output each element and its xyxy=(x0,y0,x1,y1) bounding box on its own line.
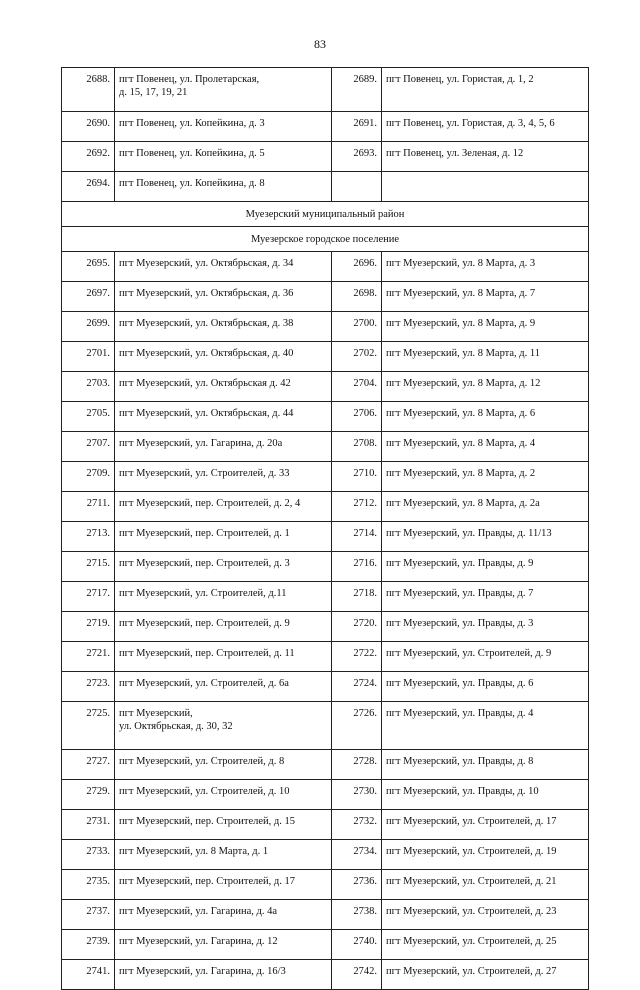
entry-address: пгт Муезерский, ул. Строителей, д. 33 xyxy=(115,462,332,492)
entry-address: пгт Муезерский, пер. Строителей, д. 17 xyxy=(115,870,332,900)
entry-number: 2719. xyxy=(62,612,115,642)
entry-number: 2742. xyxy=(332,960,382,990)
entry-number: 2697. xyxy=(62,282,115,312)
entry-number: 2707. xyxy=(62,432,115,462)
entry-address: пгт Повенец, ул. Копейкина, д. 3 xyxy=(115,112,332,142)
entry-number: 2692. xyxy=(62,142,115,172)
entry-address: пгт Муезерский, ул. Правды, д. 11/13 xyxy=(382,522,589,552)
entry-address: пгт Муезерский, ул. Октябрьская д. 42 xyxy=(115,372,332,402)
table-row xyxy=(62,672,589,702)
entry-number: 2720. xyxy=(332,612,382,642)
entry-address: пгт Муезерский, ул. Гагарина, д. 12 xyxy=(115,930,332,960)
table-row xyxy=(62,930,589,960)
table-row xyxy=(62,612,589,642)
address-line: пгт Муезерский, xyxy=(119,708,193,719)
entry-address: пгт Муезерский, пер. Строителей, д. 1 xyxy=(115,522,332,552)
entry-number: 2694. xyxy=(62,172,115,202)
entry-number: 2688. xyxy=(62,68,115,112)
entry-address: пгт Муезерский, ул. Правды, д. 9 xyxy=(382,552,589,582)
table-row xyxy=(62,142,589,172)
entry-number: 2700. xyxy=(332,312,382,342)
entry-address: пгт Муезерский, ул. 8 Марта, д. 3 xyxy=(382,252,589,282)
entry-address: пгт Муезерский, пер. Строителей, д. 3 xyxy=(115,552,332,582)
entry-number: 2728. xyxy=(332,750,382,780)
table-row xyxy=(62,522,589,552)
entry-address: пгт Муезерский, ул. Октябрьская, д. 44 xyxy=(115,402,332,432)
entry-address: пгт Муезерский, ул. 8 Марта, д. 1 xyxy=(115,840,332,870)
entry-address: пгт Повенец, ул. Гористая, д. 1, 2 xyxy=(382,68,589,112)
entry-address: пгт Муезерский, ул. Строителей, д. 10 xyxy=(115,780,332,810)
entry-address: пгт Муезерский, ул. Строителей, д. 17 xyxy=(382,810,589,840)
entry-number: 2695. xyxy=(62,252,115,282)
entry-address: пгт Муезерский, ул. Правды, д. 7 xyxy=(382,582,589,612)
table-row xyxy=(62,642,589,672)
entry-number: 2731. xyxy=(62,810,115,840)
entry-number: 2722. xyxy=(332,642,382,672)
address-rows xyxy=(62,252,589,990)
entry-address: пгт Муезерский, ул. Строителей, д. 6а xyxy=(115,672,332,702)
district-heading: Муезерский муниципальный район xyxy=(62,202,589,227)
entry-address: пгт Муезерский, ул. 8 Марта, д. 4 xyxy=(382,432,589,462)
entry-address: пгт Муезерский, ул. Строителей, д. 27 xyxy=(382,960,589,990)
entry-address: пгт Муезерский, пер. Строителей, д. 11 xyxy=(115,642,332,672)
table-row xyxy=(62,552,589,582)
entry-number: 2705. xyxy=(62,402,115,432)
entry-number: 2691. xyxy=(332,112,382,142)
entry-number: 2712. xyxy=(332,492,382,522)
address-table xyxy=(61,67,589,990)
table-row xyxy=(62,900,589,930)
table-row xyxy=(62,252,589,282)
entry-address: пгт Муезерский, ул. 8 Марта, д. 2 xyxy=(382,462,589,492)
address-line: ул. Октябрьская, д. 30, 32 xyxy=(119,721,233,732)
entry-address: пгт Муезерский, ул. Октябрьская, д. 34 xyxy=(115,252,332,282)
entry-address: пгт Муезерский, ул. 8 Марта, д. 12 xyxy=(382,372,589,402)
entry-number: 2725. xyxy=(62,702,115,750)
table-row xyxy=(62,870,589,900)
entry-address: пгт Муезерский, пер. Строителей, д. 2, 4 xyxy=(115,492,332,522)
entry-number: 2706. xyxy=(332,402,382,432)
entry-address: пгт Муезерский, ул. Октябрьская, д. 40 xyxy=(115,342,332,372)
table-row xyxy=(62,282,589,312)
entry-address: пгт Муезерский, ул. 8 Марта, д. 2а xyxy=(382,492,589,522)
entry-number: 2730. xyxy=(332,780,382,810)
entry-number: 2704. xyxy=(332,372,382,402)
page-number: 83 xyxy=(314,37,326,51)
entry-number: 2740. xyxy=(332,930,382,960)
table-row xyxy=(62,172,589,202)
section-row xyxy=(62,227,589,252)
entry-address: пгт Муезерский, ул. Строителей, д. 9 xyxy=(382,642,589,672)
entry-number: 2735. xyxy=(62,870,115,900)
entry-address: пгт Повенец, ул. Гористая, д. 3, 4, 5, 6 xyxy=(382,112,589,142)
entry-address: пгт Муезерский, ул. Гагарина, д. 4а xyxy=(115,900,332,930)
entry-number: 2710. xyxy=(332,462,382,492)
table-row xyxy=(62,582,589,612)
table-row xyxy=(62,702,589,750)
entry-address: пгт Муезерский, ул. Строителей, д. 23 xyxy=(382,900,589,930)
entry-number: 2698. xyxy=(332,282,382,312)
table-row xyxy=(62,432,589,462)
entry-address: пгт Муезерский, пер. Строителей, д. 9 xyxy=(115,612,332,642)
entry-number: 2741. xyxy=(62,960,115,990)
entry-number: 2736. xyxy=(332,870,382,900)
entry-number: 2703. xyxy=(62,372,115,402)
entry-number: 2699. xyxy=(62,312,115,342)
entry-number: 2715. xyxy=(62,552,115,582)
entry-number: 2689. xyxy=(332,68,382,112)
entry-number: 2738. xyxy=(332,900,382,930)
entry-address: пгт Муезерский, ул. Строителей, д. 21 xyxy=(382,870,589,900)
table-row xyxy=(62,312,589,342)
entry-number: 2701. xyxy=(62,342,115,372)
entry-number xyxy=(332,172,382,202)
entry-address: пгт Муезерский, ул. Строителей, д. 19 xyxy=(382,840,589,870)
entry-address: пгт Муезерский, ул. Правды, д. 3 xyxy=(382,612,589,642)
table-row xyxy=(62,402,589,432)
table-row xyxy=(62,68,589,112)
table-row xyxy=(62,810,589,840)
entry-number: 2727. xyxy=(62,750,115,780)
entry-address: пгт Муезерский, ул. 8 Марта, д. 9 xyxy=(382,312,589,342)
address-line: д. 15, 17, 19, 21 xyxy=(119,87,188,98)
entry-number: 2718. xyxy=(332,582,382,612)
entry-address xyxy=(382,172,589,202)
entry-address: пгт Муезерский, ул. Правды, д. 4 xyxy=(382,702,589,750)
entry-address: пгт Муезерский, ул. Строителей, д.11 xyxy=(115,582,332,612)
table-row xyxy=(62,492,589,522)
table-row xyxy=(62,960,589,990)
entry-number: 2734. xyxy=(332,840,382,870)
settlement-heading: Муезерское городское поселение xyxy=(62,227,589,252)
entry-address: пгт Муезерский, ул. 8 Марта, д. 11 xyxy=(382,342,589,372)
entry-number: 2724. xyxy=(332,672,382,702)
table-row xyxy=(62,780,589,810)
entry-address: пгт Повенец, ул. Зеленая, д. 12 xyxy=(382,142,589,172)
table-row xyxy=(62,342,589,372)
entry-address: пгт Муезерский, ул. Октябрьская, д. 36 xyxy=(115,282,332,312)
entry-number: 2713. xyxy=(62,522,115,552)
entry-address xyxy=(115,68,332,112)
entry-address: пгт Повенец, ул. Копейкина, д. 5 xyxy=(115,142,332,172)
entry-number: 2696. xyxy=(332,252,382,282)
entry-address: пгт Муезерский, ул. Правды, д. 6 xyxy=(382,672,589,702)
entry-number: 2690. xyxy=(62,112,115,142)
entry-address xyxy=(115,702,332,750)
entry-number: 2739. xyxy=(62,930,115,960)
entry-number: 2733. xyxy=(62,840,115,870)
entry-number: 2717. xyxy=(62,582,115,612)
entry-address: пгт Муезерский, ул. Гагарина, д. 20а xyxy=(115,432,332,462)
table-row xyxy=(62,840,589,870)
entry-number: 2711. xyxy=(62,492,115,522)
entry-number: 2729. xyxy=(62,780,115,810)
entry-address: пгт Муезерский, ул. Правды, д. 10 xyxy=(382,780,589,810)
entry-number: 2709. xyxy=(62,462,115,492)
entry-number: 2714. xyxy=(332,522,382,552)
entry-address: пгт Муезерский, пер. Строителей, д. 15 xyxy=(115,810,332,840)
table-row xyxy=(62,750,589,780)
entry-number: 2702. xyxy=(332,342,382,372)
entry-address: пгт Повенец, ул. Копейкина, д. 8 xyxy=(115,172,332,202)
entry-address: пгт Муезерский, ул. 8 Марта, д. 6 xyxy=(382,402,589,432)
address-line: пгт Повенец, ул. Пролетарская, xyxy=(119,74,260,85)
table-row xyxy=(62,372,589,402)
entry-number: 2716. xyxy=(332,552,382,582)
entry-number: 2721. xyxy=(62,642,115,672)
entry-address: пгт Муезерский, ул. Строителей, д. 8 xyxy=(115,750,332,780)
entry-address: пгт Муезерский, ул. Строителей, д. 25 xyxy=(382,930,589,960)
table-row xyxy=(62,462,589,492)
entry-address: пгт Муезерский, ул. 8 Марта, д. 7 xyxy=(382,282,589,312)
entry-number: 2732. xyxy=(332,810,382,840)
section-row xyxy=(62,202,589,227)
table-row xyxy=(62,112,589,142)
entry-address: пгт Муезерский, ул. Правды, д. 8 xyxy=(382,750,589,780)
entry-number: 2708. xyxy=(332,432,382,462)
entry-address: пгт Муезерский, ул. Октябрьская, д. 38 xyxy=(115,312,332,342)
entry-address: пгт Муезерский, ул. Гагарина, д. 16/3 xyxy=(115,960,332,990)
entry-number: 2737. xyxy=(62,900,115,930)
entry-number: 2693. xyxy=(332,142,382,172)
entry-number: 2726. xyxy=(332,702,382,750)
entry-number: 2723. xyxy=(62,672,115,702)
